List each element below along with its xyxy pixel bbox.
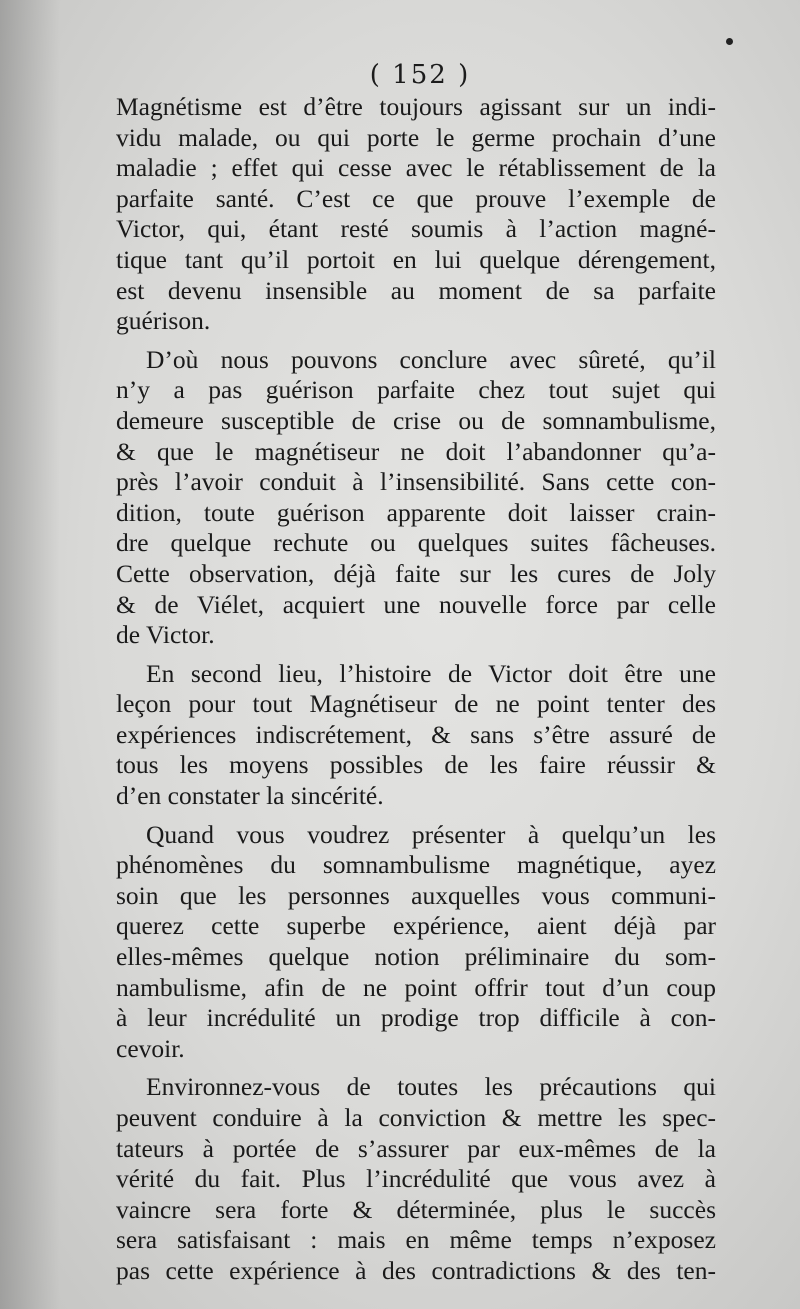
page-number: ( 152 ) xyxy=(369,60,471,90)
text-line: peuvent conduire à la conviction & mettre les spec- xyxy=(116,1103,716,1132)
text-line: vaincre sera forte & déterminée, plus le succès xyxy=(116,1194,716,1224)
text-line: D’où nous pouvons conclure avec sûreté, qu’il xyxy=(146,344,716,374)
text-line: expériences indiscrétement, & sans s’être assuré de xyxy=(116,719,716,749)
text-line: Victor, qui, étant resté soumis à l’action magné- xyxy=(116,214,716,244)
text-line: Cette observation, déjà faite sur les cures de Joly xyxy=(116,558,716,588)
text-line: tous les moyens possibles de les faire réussir & xyxy=(116,750,716,780)
text-line: d’en constater la sincérité. xyxy=(116,781,384,811)
text-line: à leur incrédulité un prodige trop difficile à con- xyxy=(116,1003,716,1033)
paragraph-3 xyxy=(116,659,716,812)
text-line: guérison. xyxy=(116,306,211,336)
paragraph-1 xyxy=(116,92,716,337)
gutter-shadow xyxy=(0,0,60,1309)
paragraph-4 xyxy=(116,820,716,1065)
text-line: & que le magnétiseur ne doit l’abandonner qu’a- xyxy=(116,436,716,466)
text-line: Magnétisme est d’être toujours agissant sur un indi- xyxy=(116,92,716,121)
text-line: maladie ; effet qui cesse avec le rétablissement de la xyxy=(116,153,716,183)
text-line: nambulisme, afin de ne point offrir tout d’un coup xyxy=(116,972,716,1002)
text-line: pas cette expérience à des contradictions & des ten- xyxy=(116,1255,716,1285)
text-line: leçon pour tout Magnétiseur de ne point tenter des xyxy=(116,689,716,719)
text-line: sera satisfaisant : mais en même temps n’exposez xyxy=(116,1225,716,1255)
text-line: tique tant qu’il portoit en lui quelque dérengement, xyxy=(116,244,716,274)
paragraph-2 xyxy=(116,345,716,651)
text-line: cevoir. xyxy=(116,1033,185,1063)
text-line: querez cette superbe expérience, aient déjà par xyxy=(116,911,716,941)
text-line: dre quelque rechute ou quelques suites fâcheuses. xyxy=(116,528,716,558)
body-text xyxy=(116,92,716,1295)
text-line: & de Viélet, acquiert une nouvelle force par celle xyxy=(116,589,716,619)
text-line: est devenu insensible au moment de sa parfaite xyxy=(116,275,716,305)
text-line: n’y a pas guérison parfaite chez tout sujet qui xyxy=(116,375,716,405)
text-line: elles-mêmes quelque notion préliminaire du som- xyxy=(116,942,716,972)
text-line: près l’avoir conduit à l’insensibilité. Sans cette con- xyxy=(116,467,716,497)
text-line: dition, toute guérison apparente doit laisser crain- xyxy=(116,497,716,527)
text-line: de Victor. xyxy=(116,620,215,650)
ink-speck xyxy=(726,38,733,45)
text-line: demeure susceptible de crise ou de somnambulisme, xyxy=(116,405,716,435)
text-line: En second lieu, l’histoire de Victor doit être une xyxy=(146,658,716,688)
text-line: vidu malade, ou qui porte le germe prochain d’une xyxy=(116,122,716,152)
paragraph-5 xyxy=(116,1072,716,1286)
text-line: vérité du fait. Plus l’incrédulité que vous avez à xyxy=(116,1164,716,1194)
text-line: soin que les personnes auxquelles vous communi- xyxy=(116,880,716,910)
text-line: Environnez-vous de toutes les précautions qui xyxy=(146,1072,716,1102)
text-line: phénomènes du somnambulisme magnétique, ayez xyxy=(116,850,716,880)
text-line: parfaite santé. C’est ce que prouve l’exemple de xyxy=(116,183,716,213)
text-line: Quand vous voudrez présenter à quelqu’un les xyxy=(146,819,716,849)
text-line: tateurs à portée de s’assurer par eux-mêmes de la xyxy=(116,1133,716,1163)
